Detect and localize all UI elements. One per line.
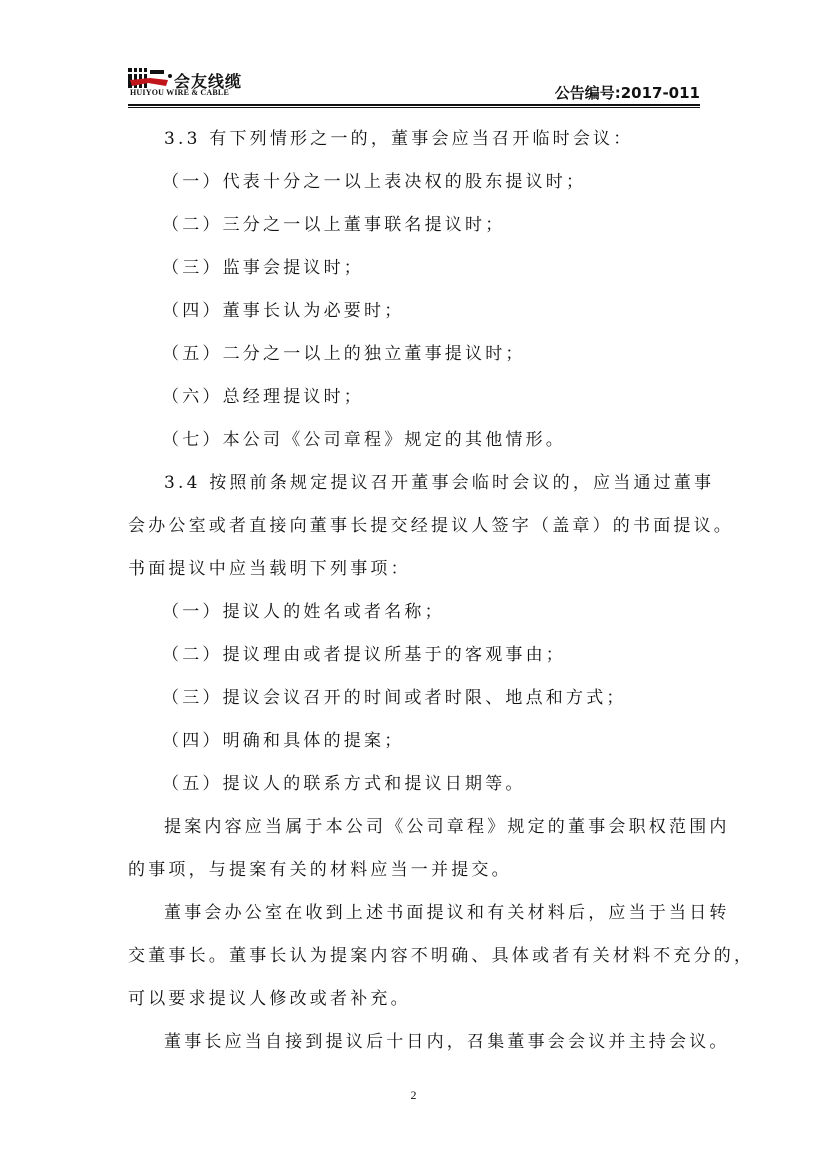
clause-3-4-line: 会办公室或者直接向董事长提交经提议人签字（盖章）的书面提议。 <box>128 516 734 536</box>
company-logo <box>128 66 328 102</box>
list-item: （五）提议人的联系方式和提议日期等。 <box>162 774 526 794</box>
list-item: （二）提议理由或者提议所基于的客观事由； <box>162 645 566 665</box>
huiyou-logo-icon <box>128 68 172 88</box>
list-item: （五）二分之一以上的独立董事提议时； <box>162 344 526 364</box>
logo-english-name: HUIYOU WIRE & CABLE <box>130 88 229 97</box>
list-item: （一）代表十分之一以上表决权的股东提议时； <box>162 172 587 192</box>
paragraph-line: 的事项，与提案有关的材料应当一并提交。 <box>128 860 512 880</box>
paragraph-line: 董事长应当自接到提议后十日内，召集董事会会议并主持会议。 <box>164 1032 730 1052</box>
list-item: （三）提议会议召开的时间或者时限、地点和方式； <box>162 688 627 708</box>
page-header <box>128 66 700 102</box>
list-item: （六）总经理提议时； <box>162 387 364 407</box>
paragraph-line: 交董事长。董事长认为提案内容不明确、具体或者有关材料不充分的， <box>128 946 755 966</box>
page-number: 2 <box>410 1088 417 1102</box>
clause-3-3: 3.3 有下列情形之一的，董事会应当召开临时会议： <box>164 129 634 149</box>
logo-chinese-name: 会友线缆 <box>174 72 243 91</box>
paragraph-line: 董事会办公室在收到上述书面提议和有关材料后，应当于当日转 <box>164 903 730 923</box>
list-item: （四）明确和具体的提案； <box>162 731 405 751</box>
announcement-number: 公告编号:2017-011 <box>554 84 700 102</box>
paragraph-line: 提案内容应当属于本公司《公司章程》规定的董事会职权范围内 <box>164 817 730 837</box>
list-item: （四）董事长认为必要时； <box>162 301 405 321</box>
list-item: （二）三分之一以上董事联名提议时； <box>162 215 506 235</box>
list-item: （七）本公司《公司章程》规定的其他情形。 <box>162 430 566 450</box>
document-body <box>128 118 755 1064</box>
list-item: （一）提议人的姓名或者名称； <box>162 602 445 622</box>
paragraph-line: 可以要求提议人修改或者补充。 <box>128 989 411 1009</box>
list-item: （三）监事会提议时； <box>162 258 364 278</box>
clause-3-4-line: 3.4 按照前条规定提议召开董事会临时会议的，应当通过董事 <box>164 473 715 493</box>
clause-3-4-line: 书面提议中应当载明下列事项： <box>128 559 411 579</box>
header-rule <box>128 104 700 108</box>
